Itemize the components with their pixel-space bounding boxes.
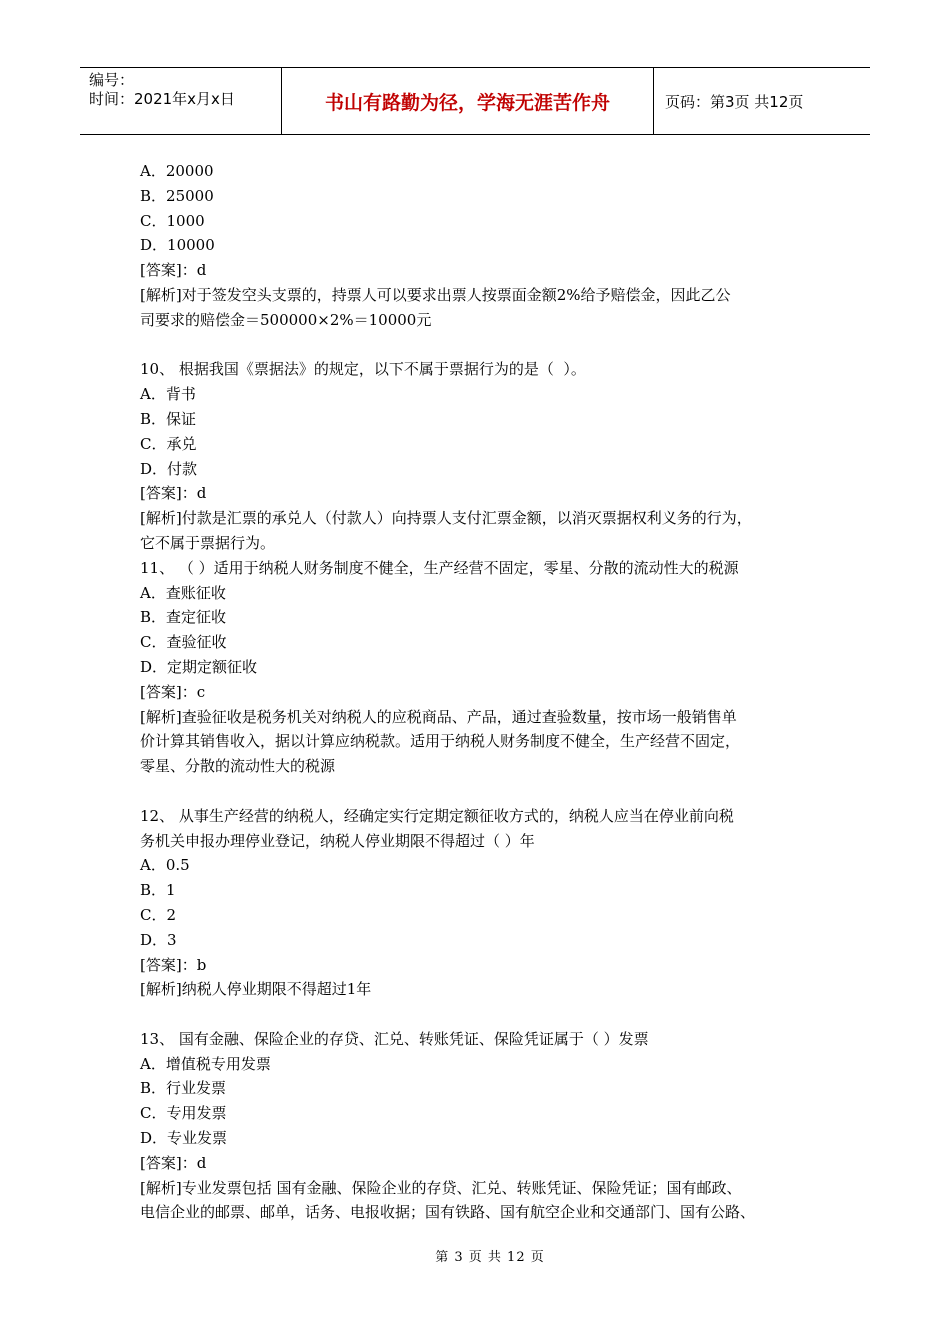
text-line: 它不属于票据行为。 (140, 533, 276, 552)
text-line: A．0.5 (140, 856, 190, 875)
text-line: B．1 (140, 881, 176, 900)
document-date: 时间：2021年x月x日 (89, 90, 235, 108)
document-body (140, 159, 820, 1225)
text-line: D．付款 (140, 459, 198, 478)
header-meta (80, 68, 282, 134)
text-line: A．增值税专用发票 (140, 1054, 271, 1073)
text-line: C．查验征收 (140, 633, 227, 652)
text-line: C．1000 (140, 211, 205, 230)
blank-line (140, 333, 820, 358)
text-line: B．保证 (140, 409, 197, 428)
text-line: [解析]付款是汇票的承兑人（付款人）向持票人支付汇票金额，以消灭票据权利义务的行为， (140, 509, 752, 528)
text-line: 12、 从事生产经营的纳税人，经确定实行定期定额征收方式的，纳税人应当在停业前向税 (140, 806, 734, 825)
text-line: A．查账征收 (140, 583, 226, 602)
text-line: 司要求的赔偿金＝500000×2%＝10000元 (140, 310, 432, 329)
text-line: D．10000 (140, 236, 215, 255)
text-line: B．25000 (140, 186, 214, 205)
blank-line (140, 779, 820, 804)
text-line: B．查定征收 (140, 608, 227, 627)
header-page-number: 页码：第3页 共12页 (665, 92, 804, 111)
page-header (80, 67, 870, 135)
text-line: 10、 根据我国《票据法》的规定，以下不属于票据行为的是（ ）。 (140, 360, 586, 379)
text-line: C．专用发票 (140, 1104, 227, 1123)
text-line: B．行业发票 (140, 1079, 227, 1098)
text-line: D．专业发票 (140, 1129, 228, 1148)
document-number-label: 编号： (89, 71, 135, 89)
text-line: 价计算其销售收入，据以计算应纳税款。适用于纳税人财务制度不健全，生产经营不固定， (140, 732, 741, 751)
text-line: [答案]：d (140, 1153, 207, 1172)
text-line: 11、 （ ）适用于纳税人财务制度不健全，生产经营不固定，零星、分散的流动性大的税源 (140, 558, 739, 577)
text-line: A．20000 (140, 162, 214, 180)
text-line: [解析]查验征收是税务机关对纳税人的应税商品、产品，通过查验数量，按市场一般销售单 (140, 707, 737, 726)
text-line: [答案]：d (140, 261, 207, 280)
text-line: 务机关申报办理停业登记，纳税人停业期限不得超过（ ）年 (140, 831, 535, 850)
text-line: [答案]：b (140, 955, 207, 974)
page-footer: 第 3 页 共 12 页 (435, 1250, 545, 1265)
text-line: 13、 国有金融、保险企业的存贷、汇兑、转账凭证、保险凭证属于（ ）发票 (140, 1029, 649, 1048)
text-line: [解析]专业发票包括 国有金融、保险企业的存贷、汇兑、转账凭证、保险凭证；国有邮政、 (140, 1178, 742, 1197)
text-line: [解析]纳税人停业期限不得超过1年 (140, 980, 372, 999)
text-line: [答案]：d (140, 484, 207, 503)
text-line: [解析]对于签发空头支票的，持票人可以要求出票人按票面金额2%给予赔偿金，因此乙公 (140, 285, 731, 304)
text-line: D．3 (140, 930, 177, 949)
text-line: 零星、分散的流动性大的税源 (140, 757, 336, 776)
text-line: D．定期定额征收 (140, 657, 258, 676)
blank-line (140, 1002, 820, 1027)
text-line: C．2 (140, 905, 177, 924)
text-line: A．背书 (140, 385, 196, 404)
text-line: 电信企业的邮票、邮单，话务、电报收据；国有铁路、国有航空企业和交通部门、国有公路、 (140, 1203, 756, 1222)
text-line: C．承兑 (140, 434, 197, 453)
header-motto: 书山有路勤为径，学海无涯苦作舟 (282, 68, 654, 134)
text-line: [答案]：c (140, 682, 206, 701)
